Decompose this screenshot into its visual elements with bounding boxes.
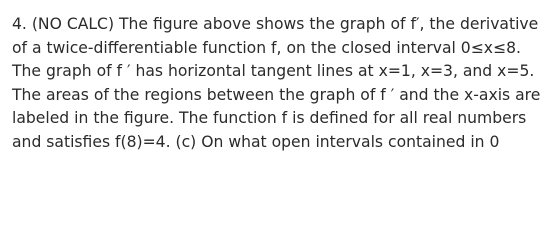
question-text: 4. (NO CALC) The figure above shows the graph of f′, the derivative of a twice-differentiable function f, on the closed interval 0≤x≤8. The graph of f ′ has horizontal tangent lines at x=1, x=3, and x=5. The areas of the regions between the graph of f ′ and the x-axis are labeled in the figure. The function f is defined for all real numbers and satisfies f(8)=4. (c) On what open intervals contained in 0: [12, 15, 541, 151]
